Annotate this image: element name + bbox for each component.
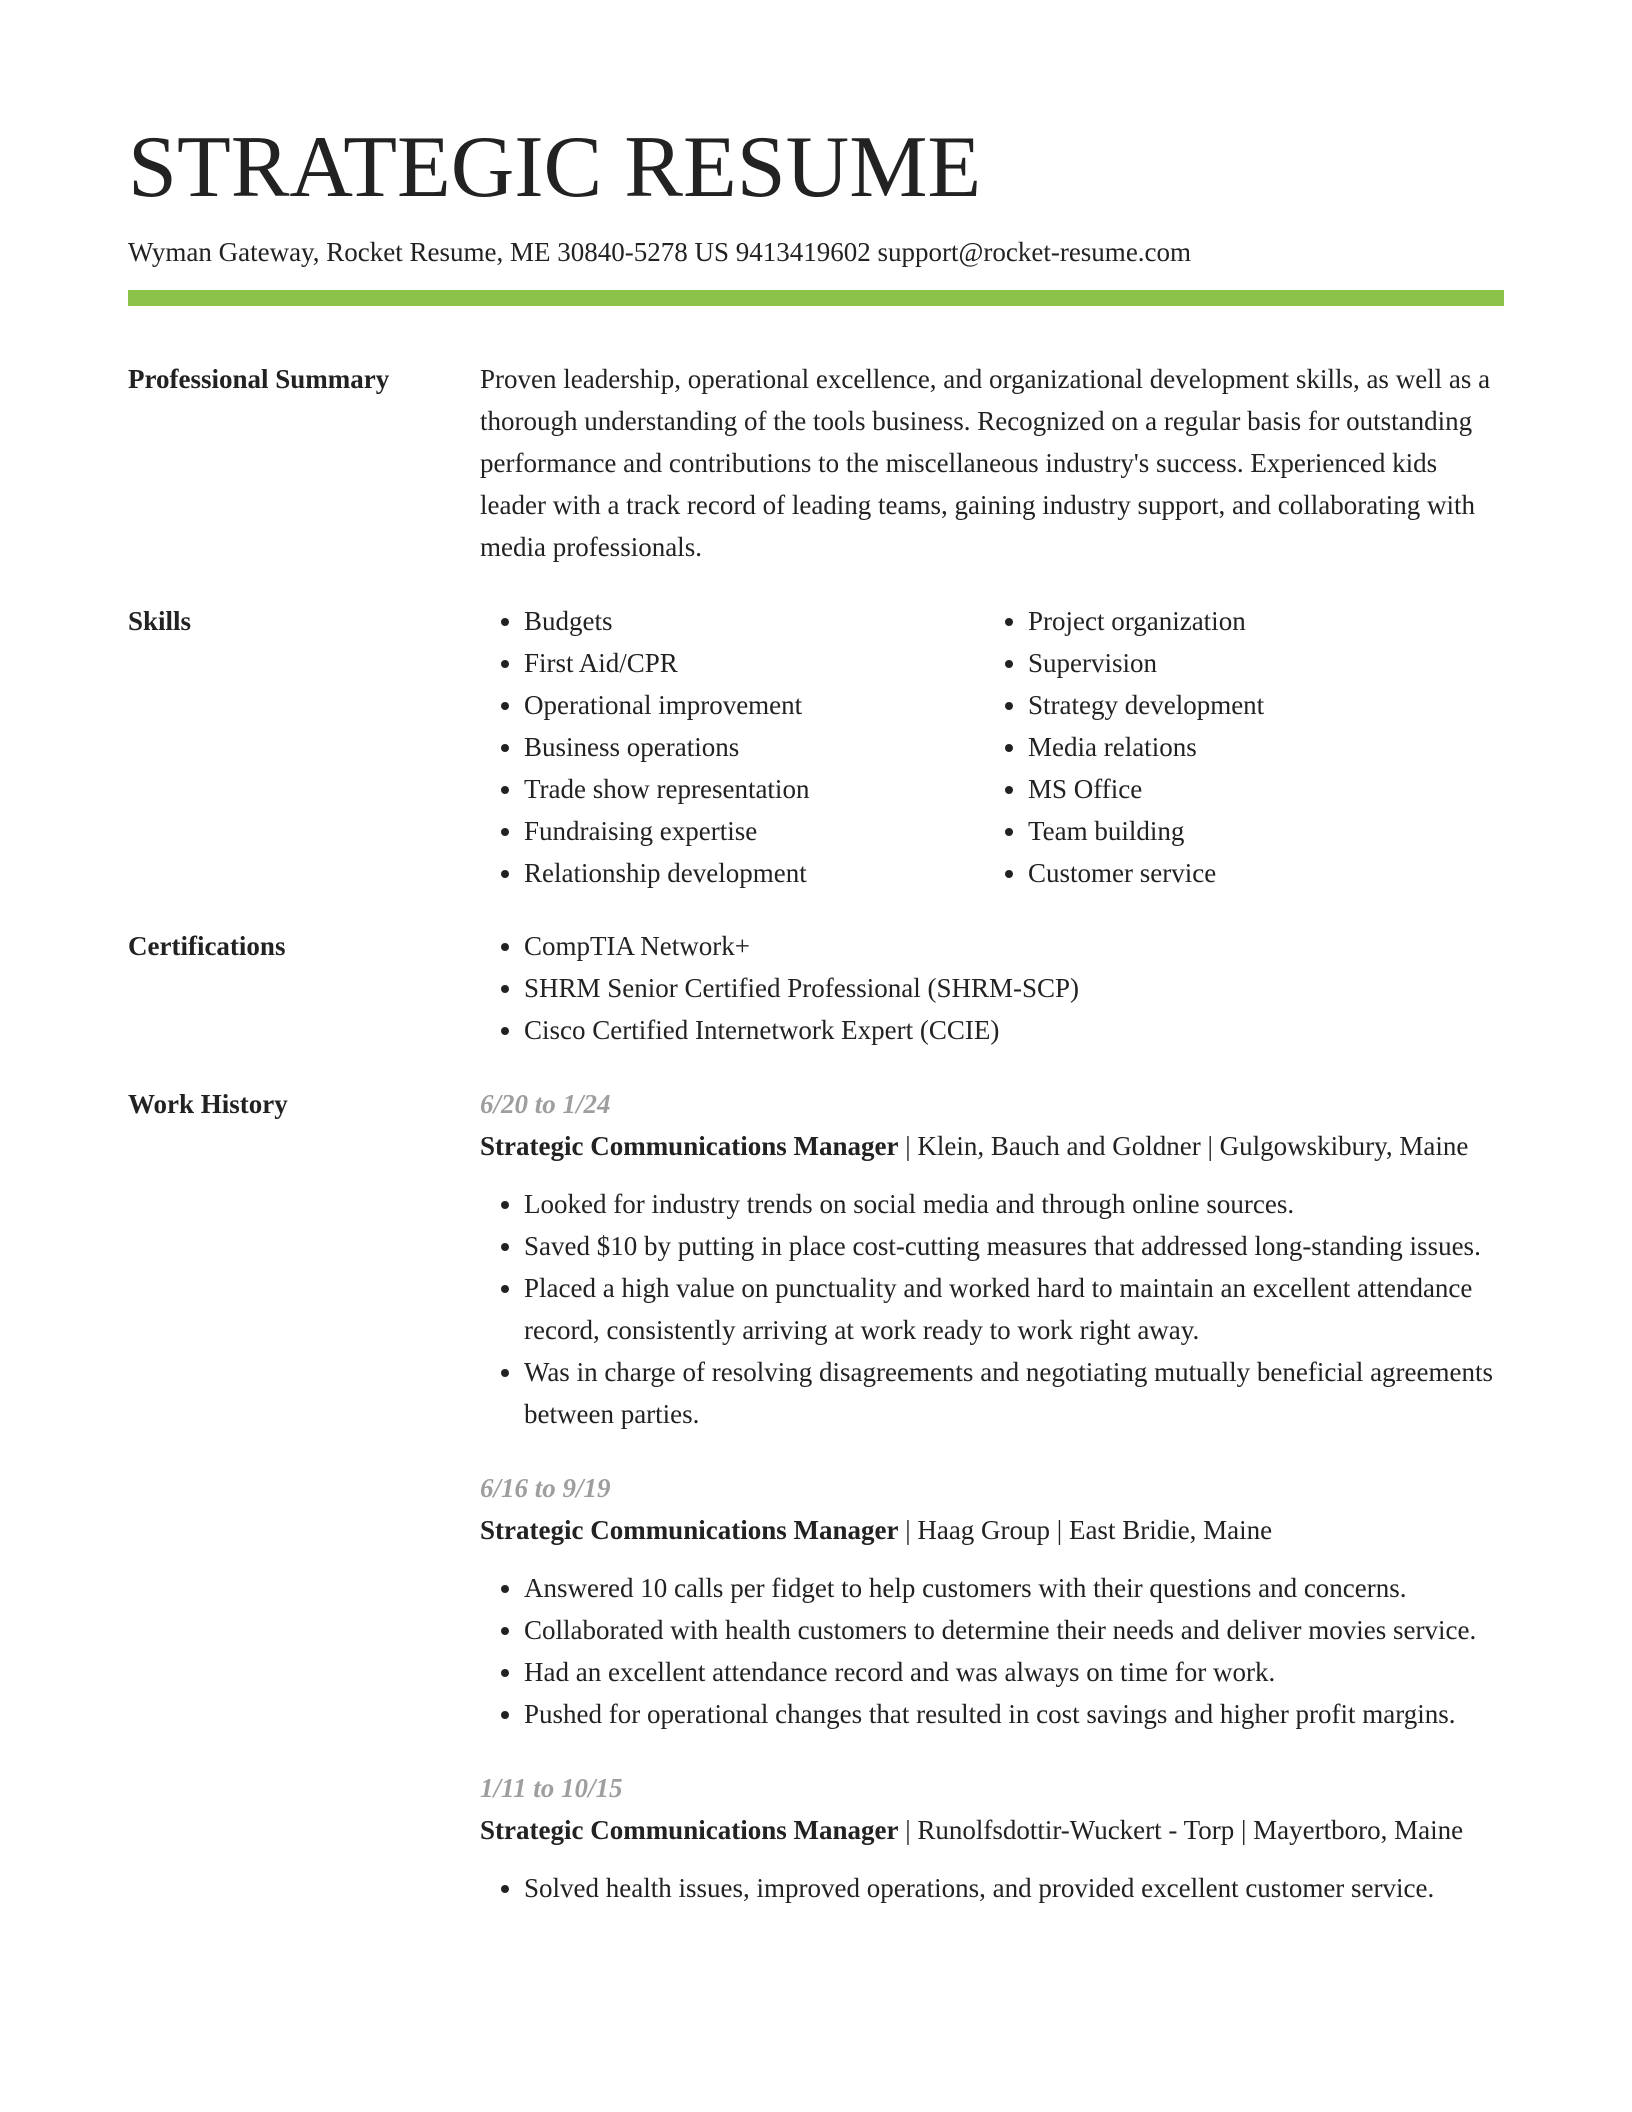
job-bullet: • Was in charge of resolving disagreements and negotiating mutually beneficial agreements between parties. [524, 1351, 1504, 1435]
skill-item: • Team building [1028, 810, 1488, 852]
summary-section [128, 358, 1504, 568]
job-entry [480, 1083, 1504, 1435]
job-bullets [480, 1867, 1504, 1909]
skills-heading: Skills [128, 606, 192, 636]
job-title: Strategic Communications Manager [480, 1515, 899, 1545]
job-bullet: • Answered 10 calls per fidget to help customers with their questions and concerns. [524, 1567, 1504, 1609]
resume-name: STRATEGIC RESUME [128, 119, 982, 216]
skill-item: • MS Office [1028, 768, 1488, 810]
job-dates: 6/16 to 9/19 [480, 1473, 611, 1503]
skill-item: • Strategy development [1028, 684, 1488, 726]
header-divider [128, 290, 1504, 306]
skill-item: • Operational improvement [524, 684, 984, 726]
skills-list-left [480, 600, 984, 894]
skill-item: • Fundraising expertise [524, 810, 984, 852]
skill-item: • Business operations [524, 726, 984, 768]
skills-body [480, 600, 1504, 894]
job-header [480, 1509, 1504, 1551]
skills-column-left [480, 600, 984, 894]
job-bullet: • Looked for industry trends on social media and through online sources. [524, 1183, 1504, 1225]
job-details: | Haag Group | East Bridie, Maine [898, 1515, 1273, 1545]
certifications-heading: Certifications [128, 931, 286, 961]
certification-item: • CompTIA Network+ [524, 925, 1504, 967]
skill-item: • Relationship development [524, 852, 984, 894]
job-bullet: • Pushed for operational changes that resulted in cost savings and higher profit margins. [524, 1693, 1504, 1735]
job-bullet: • Solved health issues, improved operations, and provided excellent customer service. [524, 1867, 1504, 1909]
skill-item: • Supervision [1028, 642, 1488, 684]
certifications-section [128, 925, 1504, 1051]
work-history-heading: Work History [128, 1089, 288, 1119]
job-dates: 1/11 to 10/15 [480, 1773, 623, 1803]
skill-item: • First Aid/CPR [524, 642, 984, 684]
job-bullet: • Collaborated with health customers to determine their needs and deliver movies service. [524, 1609, 1504, 1651]
job-dates: 6/20 to 1/24 [480, 1089, 611, 1119]
contact-line: Wyman Gateway, Rocket Resume, ME 30840-5278 US 9413419602 support@rocket-resume.com [128, 237, 1192, 267]
job-details: | Runolfsdottir-Wuckert - Torp | Mayertboro, Maine [898, 1815, 1464, 1845]
skills-section [128, 600, 1504, 894]
job-header [480, 1809, 1504, 1851]
job-details: | Klein, Bauch and Goldner | Gulgowskibury, Maine [898, 1131, 1469, 1161]
skill-item: • Budgets [524, 600, 984, 642]
job-entry [480, 1767, 1504, 1909]
skills-grid [480, 600, 1504, 894]
job-header [480, 1125, 1504, 1167]
summary-body [480, 358, 1504, 568]
work-history-section [128, 1083, 1504, 1941]
certification-item: • SHRM Senior Certified Professional (SHRM-SCP) [524, 967, 1504, 1009]
skill-item: • Project organization [1028, 600, 1488, 642]
skill-item: • Media relations [1028, 726, 1488, 768]
summary-text: Proven leadership, operational excellence, and organizational development skills, as well as a thorough understanding of the tools business. Recognized on a regular basis for outstanding performance and contributions to the miscellaneous industry's success. Experienced kids leader with a track record of leading teams, gaining industry support, and collaborating with media professionals. [480, 364, 1491, 562]
job-title: Strategic Communications Manager [480, 1131, 899, 1161]
certifications-body [480, 925, 1504, 1051]
skill-item: • Customer service [1028, 852, 1488, 894]
job-bullets [480, 1183, 1504, 1435]
job-bullet: • Placed a high value on punctuality and worked hard to maintain an excellent attendance record, consistently arriving at work ready to work right away. [524, 1267, 1504, 1351]
job-entry [480, 1467, 1504, 1735]
certifications-list [480, 925, 1504, 1051]
job-bullets [480, 1567, 1504, 1735]
job-bullet: • Saved $10 by putting in place cost-cutting measures that addressed long-standing issues. [524, 1225, 1504, 1267]
skill-item: • Trade show representation [524, 768, 984, 810]
summary-heading: Professional Summary [128, 364, 390, 394]
skills-column-right [984, 600, 1488, 894]
certification-item: • Cisco Certified Internetwork Expert (CCIE) [524, 1009, 1504, 1051]
job-title: Strategic Communications Manager [480, 1815, 899, 1845]
job-bullet: • Had an excellent attendance record and was always on time for work. [524, 1651, 1504, 1693]
work-history-body [480, 1083, 1504, 1941]
skills-list-right [984, 600, 1488, 894]
